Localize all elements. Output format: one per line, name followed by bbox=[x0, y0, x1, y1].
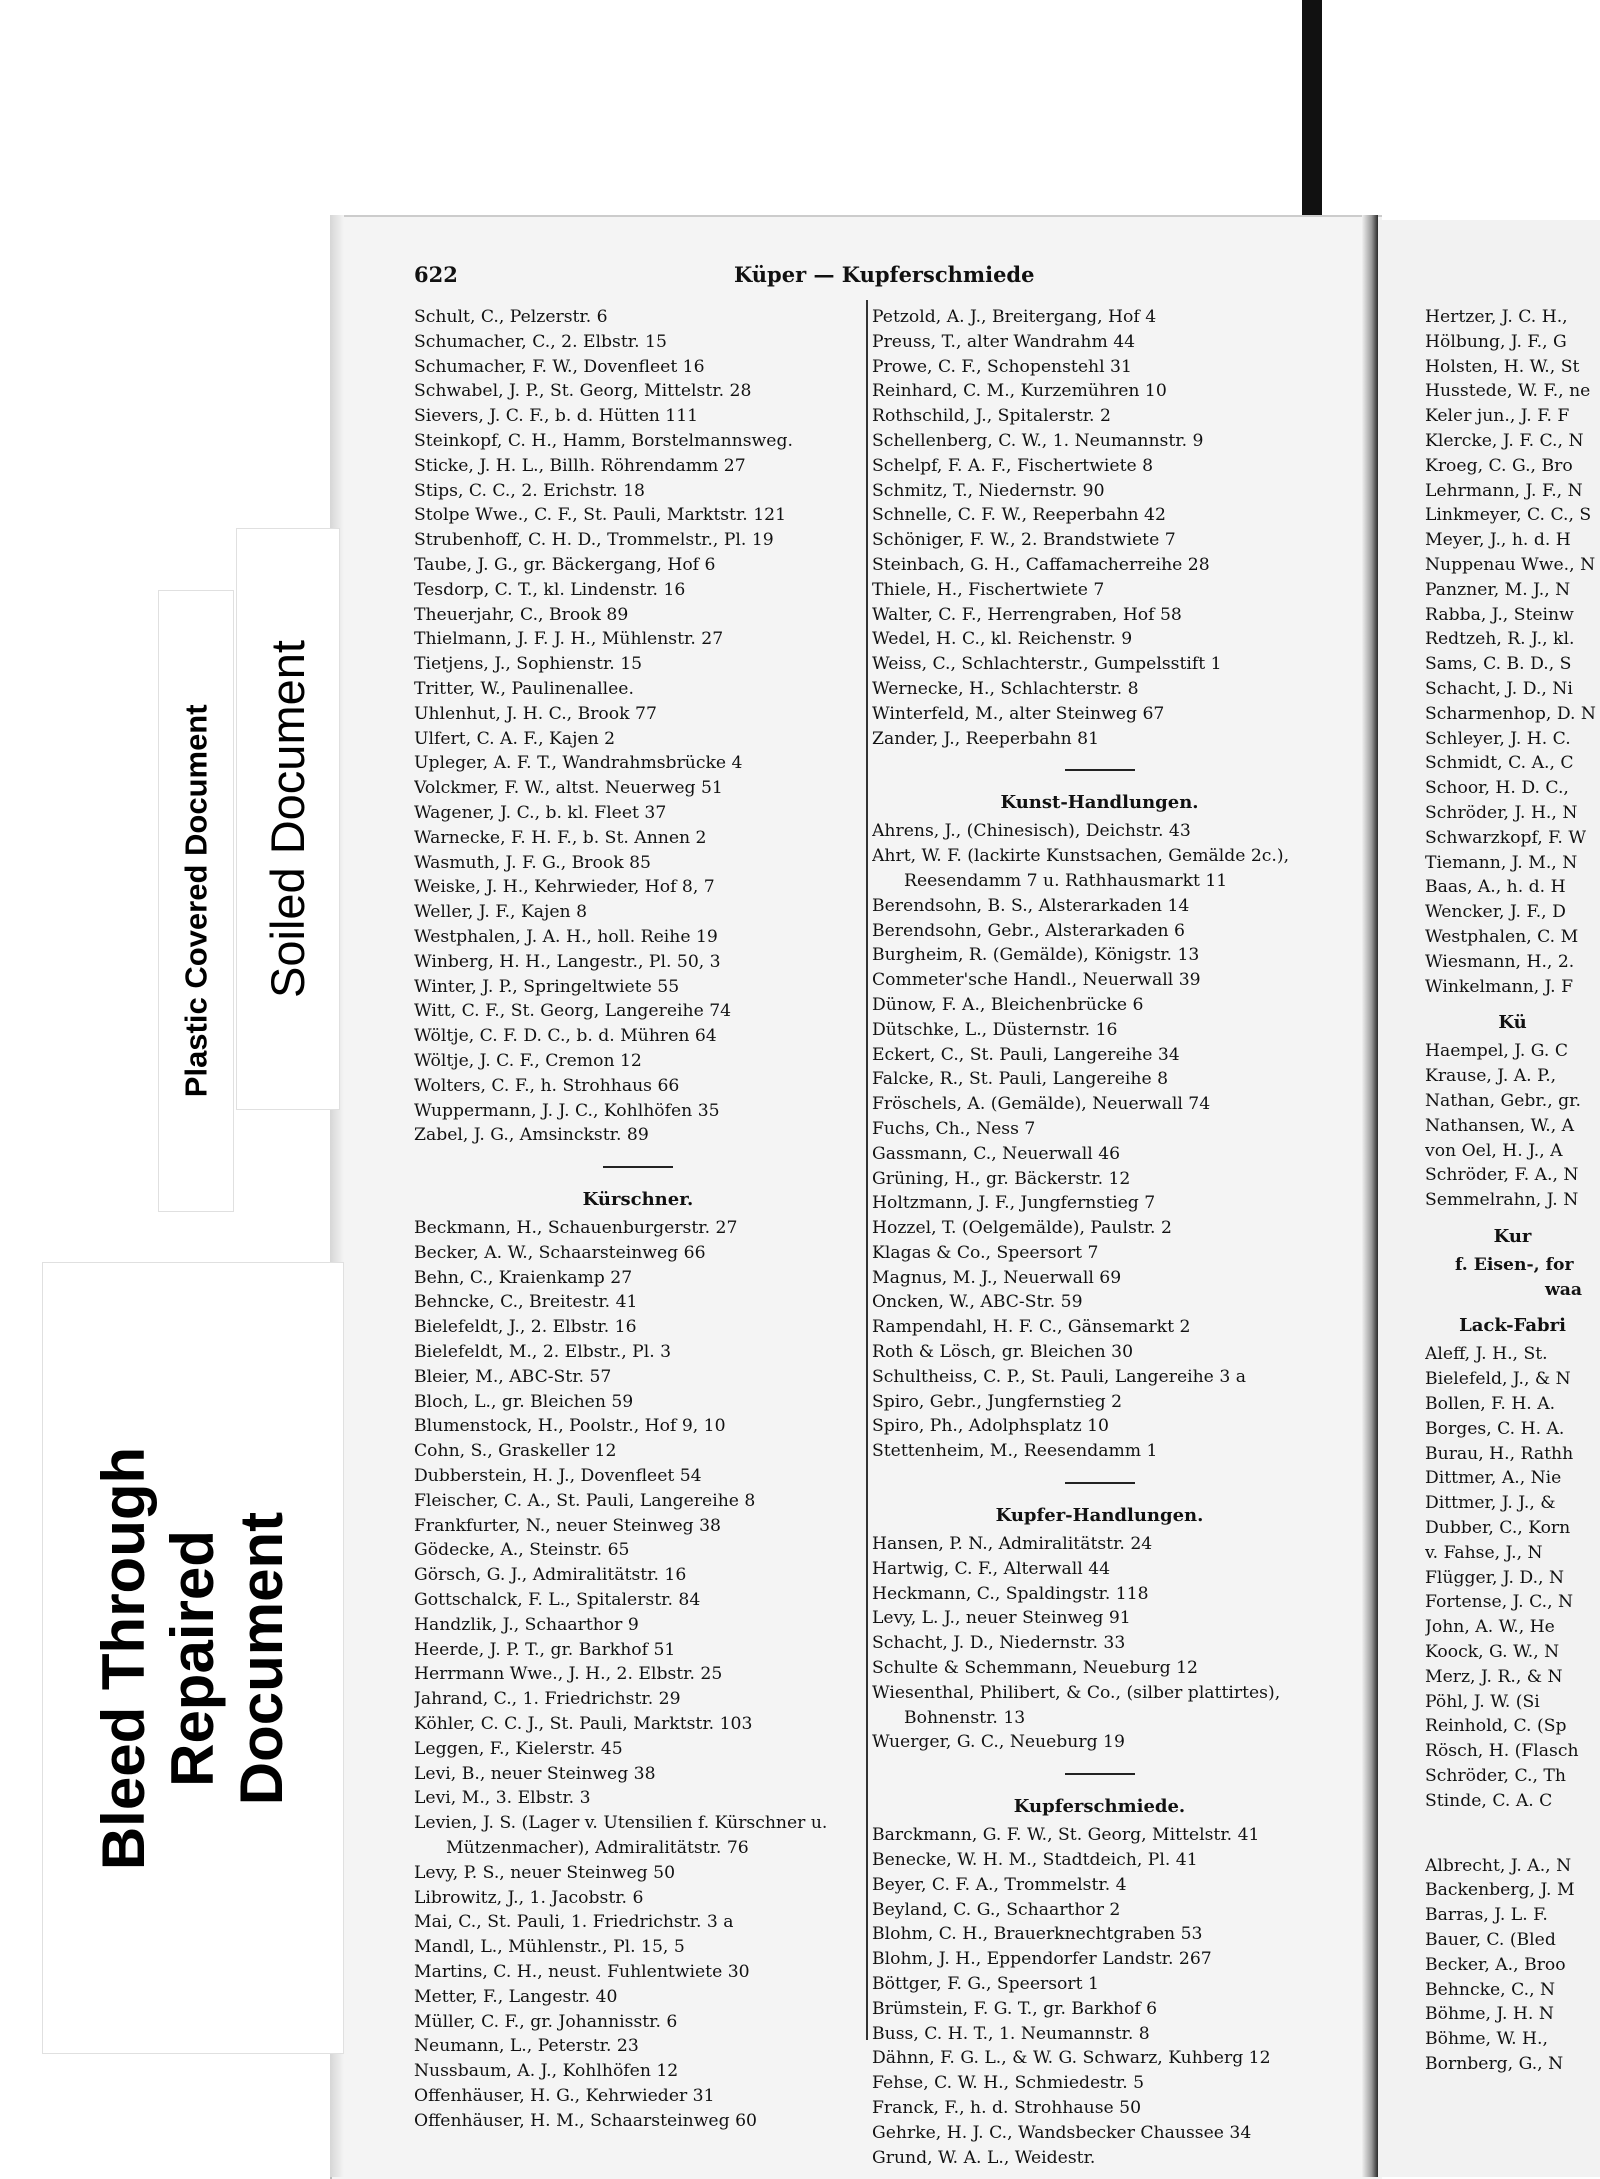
label-bleed-through-repaired bbox=[42, 1262, 344, 2054]
directory-entry: Dähnn, F. G. L., & W. G. Schwarz, Kuhberg 12 bbox=[872, 2048, 1271, 2069]
facing-entry: Dubber, C., Korn bbox=[1425, 1518, 1571, 1539]
directory-entry: Dubberstein, H. J., Dovenfleet 54 bbox=[414, 1466, 702, 1487]
right-column bbox=[872, 305, 1327, 2170]
label-bleed-text bbox=[90, 1446, 297, 1869]
facing-entry: Reinhold, C. (Sp bbox=[1425, 1716, 1567, 1737]
facing-entry-list-1 bbox=[1425, 305, 1600, 999]
facing-entry: Bauer, C. (Bled bbox=[1425, 1930, 1556, 1951]
directory-entry: Martins, C. H., neust. Fuhlentwiete 30 bbox=[414, 1962, 750, 1982]
entry-list-b bbox=[414, 1216, 862, 1836]
directory-entry: Schacht, J. D., Niedernstr. 33 bbox=[872, 1633, 1126, 1654]
facing-entry: Stinde, C. A. C bbox=[1425, 1790, 1553, 1811]
directory-entry: Grüning, H., gr. Bäckerstr. 12 bbox=[872, 1168, 1131, 1189]
page-number: 622 bbox=[414, 262, 458, 287]
facing-entry: Krause, J. A. P., bbox=[1425, 1066, 1557, 1087]
directory-entry: Schumacher, F. W., Dovenfleet 16 bbox=[414, 356, 705, 377]
directory-entry: Franck, F., h. d. Strohhause 50 bbox=[872, 2098, 1142, 2118]
entry-continuation: Reesendamm 7 u. Rathhausmarkt 11 bbox=[904, 870, 1228, 891]
directory-entry: Wolters, C. F., h. Strohhaus 66 bbox=[414, 1075, 680, 1096]
directory-entry: Westphalen, J. A. H., holl. Reihe 19 bbox=[414, 926, 718, 947]
section-heading-kuerschner: Kürschner. bbox=[582, 1189, 694, 1211]
column-divider bbox=[866, 300, 868, 2040]
facing-entry: Kroeg, C. G., Bro bbox=[1425, 455, 1573, 476]
facing-entry: Wiesmann, H., 2. bbox=[1425, 951, 1575, 972]
directory-entry: Wasmuth, J. F. G., Brook 85 bbox=[414, 852, 651, 873]
directory-entry: Schultheiss, C. P., St. Pauli, Langereihe 3 a bbox=[872, 1366, 1246, 1387]
directory-entry: Zabel, J. G., Amsinckstr. 89 bbox=[414, 1125, 649, 1146]
directory-entry: Rothschild, J., Spitalerstr. 2 bbox=[872, 406, 1111, 427]
facing-entry: Semmelrahn, J. N bbox=[1425, 1190, 1579, 1211]
directory-entry: Petzold, A. J., Breitergang, Hof 4 bbox=[872, 307, 1157, 327]
directory-entry: Schnelle, C. F. W., Reeperbahn 42 bbox=[872, 505, 1166, 526]
directory-entry: Gassmann, C., Neuerwall 46 bbox=[872, 1143, 1121, 1164]
directory-entry: Oncken, W., ABC-Str. 59 bbox=[872, 1292, 1083, 1313]
page-header bbox=[414, 262, 1314, 294]
directory-entry: Beyland, C. G., Schaarthor 2 bbox=[872, 1899, 1121, 1920]
directory-entry: Böttger, F. G., Speersort 1 bbox=[872, 1974, 1099, 1995]
facing-entry: Schröder, C., Th bbox=[1425, 1766, 1566, 1787]
directory-entry: Ahrt, W. F. (lackirte Kunstsachen, Gemälde 2c.), bbox=[872, 846, 1290, 867]
directory-entry: Theuerjahr, C., Brook 89 bbox=[414, 604, 629, 625]
directory-entry: Schult, C., Pelzerstr. 6 bbox=[414, 307, 608, 327]
directory-entry: Weiss, C., Schlachterstr., Gumpelsstift 1 bbox=[872, 654, 1222, 675]
facing-entry: Behncke, C., N bbox=[1425, 1979, 1556, 2000]
directory-entry: Heerde, J. P. T., gr. Barkhof 51 bbox=[414, 1639, 676, 1660]
directory-entry: Metter, F., Langestr. 40 bbox=[414, 1986, 618, 2007]
directory-entry: Schelpf, F. A. F., Fischertwiete 8 bbox=[872, 455, 1154, 476]
facing-entry: Meyer, J., h. d. H bbox=[1425, 530, 1571, 551]
directory-entry: Neumann, L., Peterstr. 23 bbox=[414, 2036, 639, 2057]
facing-entry: Dittmer, J. J., & bbox=[1425, 1493, 1556, 1514]
directory-entry: Zander, J., Reeperbahn 81 bbox=[872, 728, 1100, 749]
facing-entry: Borges, C. H. A. bbox=[1425, 1418, 1565, 1439]
facing-entry: v. Fahse, J., N bbox=[1425, 1542, 1543, 1563]
directory-entry: Dütschke, L., Düsternstr. 16 bbox=[872, 1019, 1118, 1040]
facing-entry: von Oel, H. J., A bbox=[1425, 1140, 1563, 1161]
directory-entry: Eckert, C., St. Pauli, Langereihe 34 bbox=[872, 1044, 1180, 1065]
directory-entry: Fuchs, Ch., Ness 7 bbox=[872, 1118, 1036, 1139]
directory-entry: Blohm, J. H., Eppendorfer Landstr. 267 bbox=[872, 1949, 1212, 1970]
section-rule bbox=[1065, 769, 1135, 771]
directory-entry: Mandl, L., Mühlenstr., Pl. 15, 5 bbox=[414, 1937, 685, 1958]
directory-entry: Tritter, W., Paulinenallee. bbox=[414, 678, 634, 699]
directory-entry: Buss, C. H. T., 1. Neumannstr. 8 bbox=[872, 2023, 1150, 2044]
section-heading-kupfer: Kupfer-Handlungen. bbox=[995, 1505, 1204, 1527]
directory-entry: Ahrens, J., (Chinesisch), Deichstr. 43 bbox=[872, 821, 1191, 842]
directory-entry: Hartwig, C. F., Alterwall 44 bbox=[872, 1558, 1111, 1579]
directory-entry: Offenhäuser, H. G., Kehrwieder 31 bbox=[414, 2085, 715, 2106]
label-bleed-line-1: Bleed Through bbox=[90, 1446, 158, 1870]
directory-entry: Köhler, C. C. J., St. Pauli, Marktstr. 103 bbox=[414, 1714, 753, 1735]
directory-entry: Barckmann, G. F. W., St. Georg, Mittelstr. 41 bbox=[872, 1825, 1260, 1846]
facing-entry: Schröder, F. A., N bbox=[1425, 1165, 1579, 1186]
label-plastic-text: Plastic Covered Document bbox=[178, 704, 214, 1098]
facing-entry-list-4 bbox=[1425, 1854, 1600, 2077]
facing-entry: Nathan, Gebr., gr. bbox=[1425, 1090, 1581, 1111]
section-heading-kupferschmiede: Kupferschmiede. bbox=[1013, 1796, 1186, 1818]
directory-entry: Witt, C. F., St. Georg, Langereihe 74 bbox=[414, 1001, 732, 1022]
directory-entry: Gehrke, H. J. C., Wandsbecker Chaussee 34 bbox=[872, 2122, 1252, 2143]
directory-entry: Steinkopf, C. H., Hamm, Borstelmannsweg. bbox=[414, 430, 793, 451]
directory-entry: Sievers, J. C. F., b. d. Hütten 111 bbox=[414, 406, 699, 427]
directory-entry: Behncke, C., Breitestr. 41 bbox=[414, 1292, 638, 1313]
directory-entry: Stips, C. C., 2. Erichstr. 18 bbox=[414, 480, 645, 501]
directory-entry: Roth & Lösch, gr. Bleichen 30 bbox=[872, 1342, 1134, 1363]
directory-entry: Schmitz, T., Niedernstr. 90 bbox=[872, 480, 1105, 501]
directory-entry: Becker, A. W., Schaarsteinweg 66 bbox=[414, 1242, 706, 1263]
directory-entry: Berendsohn, B. S., Alsterarkaden 14 bbox=[872, 895, 1190, 916]
facing-entry: Flügger, J. D., N bbox=[1425, 1567, 1564, 1588]
entry-list-e bbox=[872, 1730, 1327, 1755]
facing-entry: Tiemann, J. M., N bbox=[1425, 852, 1578, 873]
directory-entry: Gödecke, A., Steinstr. 65 bbox=[414, 1540, 630, 1561]
directory-entry: Klagas & Co., Speersort 7 bbox=[872, 1242, 1099, 1263]
facing-entry: Merz, J. R., & N bbox=[1425, 1666, 1563, 1687]
facing-entry: Redtzeh, R. J., kl. bbox=[1425, 629, 1575, 650]
directory-entry: Wuerger, G. C., Neueburg 19 bbox=[872, 1732, 1125, 1753]
directory-entry: Steinbach, G. H., Caffamacherreihe 28 bbox=[872, 554, 1210, 575]
directory-entry: Preuss, T., alter Wandrahm 44 bbox=[872, 331, 1136, 352]
facing-entry: Schröder, J. H., N bbox=[1425, 802, 1578, 823]
facing-entry: Aleff, J. H., St. bbox=[1425, 1344, 1548, 1365]
entry-list-d bbox=[872, 1532, 1327, 1706]
directory-entry: Wöltje, J. C. F., Cremon 12 bbox=[414, 1050, 642, 1071]
facing-entry-list-3 bbox=[1425, 1342, 1600, 1813]
directory-entry: Schulte & Schemmann, Neueburg 12 bbox=[872, 1658, 1198, 1679]
directory-entry: Cohn, S., Graskeller 12 bbox=[414, 1441, 617, 1462]
facing-entry: John, A. W., He bbox=[1425, 1617, 1555, 1638]
facing-gap bbox=[1425, 1814, 1600, 1854]
facing-entry: Bollen, F. H. A. bbox=[1425, 1394, 1556, 1415]
facing-entry: Bielefeld, J., & N bbox=[1425, 1369, 1571, 1390]
directory-entry: Gottschalck, F. L., Spitalerstr. 84 bbox=[414, 1590, 701, 1611]
facing-entry: Barras, J. L. F. bbox=[1425, 1905, 1548, 1926]
directory-entry: Spiro, Ph., Adolphsplatz 10 bbox=[872, 1416, 1109, 1437]
left-column bbox=[414, 305, 862, 2134]
directory-entry: Behn, C., Kraienkamp 27 bbox=[414, 1267, 633, 1288]
facing-entry: Holsten, H. W., St bbox=[1425, 356, 1580, 377]
facing-entry: Haempel, J. G. C bbox=[1425, 1041, 1568, 1062]
facing-entry: Schacht, J. D., Ni bbox=[1425, 678, 1573, 699]
directory-entry: Schöniger, F. W., 2. Brandstwiete 7 bbox=[872, 530, 1176, 551]
label-bleed-line-3: Document bbox=[228, 1511, 296, 1805]
facing-entry: Linkmeyer, C. C., S bbox=[1425, 505, 1592, 526]
facing-entry: Panzner, M. J., N bbox=[1425, 579, 1571, 600]
directory-entry: Winterfeld, M., alter Steinweg 67 bbox=[872, 703, 1165, 724]
directory-entry: Walter, C. F., Herrengraben, Hof 58 bbox=[872, 604, 1182, 625]
directory-entry: Blohm, C. H., Brauerknechtgraben 53 bbox=[872, 1924, 1203, 1945]
section-rule bbox=[1065, 1773, 1135, 1775]
directory-entry: Levi, M., 3. Elbstr. 3 bbox=[414, 1788, 591, 1809]
directory-entry: Wöltje, C. F. D. C., b. d. Mühren 64 bbox=[414, 1026, 717, 1047]
label-plastic-covered bbox=[158, 590, 234, 1212]
directory-entry: Fleischer, C. A., St. Pauli, Langereihe 8 bbox=[414, 1490, 756, 1511]
directory-entry: Fehse, C. W. H., Schmiedestr. 5 bbox=[872, 2073, 1145, 2094]
facing-entry: Husstede, W. F., ne bbox=[1425, 381, 1591, 402]
directory-entry: Blumenstock, H., Poolstr., Hof 9, 10 bbox=[414, 1416, 726, 1437]
directory-entry: Jahrand, C., 1. Friedrichstr. 29 bbox=[414, 1689, 681, 1710]
running-title: Küper — Kupferschmiede bbox=[734, 262, 1035, 287]
directory-entry: Stolpe Wwe., C. F., St. Pauli, Marktstr. 121 bbox=[414, 505, 787, 526]
entry-list-c bbox=[872, 894, 1327, 1464]
directory-entry: Levy, P. S., neuer Steinweg 50 bbox=[414, 1862, 676, 1883]
directory-entry: Librowitz, J., 1. Jacobstr. 6 bbox=[414, 1887, 644, 1908]
entry-list-f bbox=[872, 1823, 1327, 2170]
facing-entry: Schwarzkopf, F. W bbox=[1425, 827, 1586, 848]
facing-entry: Rabba, J., Steinw bbox=[1425, 604, 1574, 625]
entry-continuation: Mützenmacher), Admiralitätstr. 76 bbox=[446, 1838, 749, 1859]
facing-entry: Böhme, J. H. N bbox=[1425, 2004, 1554, 2025]
facing-entry-list-2 bbox=[1425, 1039, 1600, 1213]
directory-entry: Spiro, Gebr., Jungfernstieg 2 bbox=[872, 1391, 1123, 1412]
directory-entry: Falcke, R., St. Pauli, Langereihe 8 bbox=[872, 1069, 1169, 1090]
directory-entry: Mai, C., St. Pauli, 1. Friedrichstr. 3 a bbox=[414, 1912, 734, 1933]
directory-entry: Ulfert, C. A. F., Kajen 2 bbox=[414, 728, 616, 749]
directory-entry: Strubenhoff, C. H. D., Trommelstr., Pl. 19 bbox=[414, 530, 774, 551]
directory-entry: Schumacher, C., 2. Elbstr. 15 bbox=[414, 331, 667, 352]
directory-entry: Wagener, J. C., b. kl. Fleet 37 bbox=[414, 802, 667, 823]
facing-entry: Dittmer, A., Nie bbox=[1425, 1468, 1562, 1489]
directory-entry: Wuppermann, J. J. C., Kohlhöfen 35 bbox=[414, 1100, 720, 1121]
entry-list-c bbox=[414, 1861, 862, 2134]
directory-entry: Reinhard, C. M., Kurzemühren 10 bbox=[872, 381, 1167, 402]
directory-entry: Burgheim, R. (Gemälde), Königstr. 13 bbox=[872, 945, 1200, 966]
directory-entry: Fröschels, A. (Gemälde), Neuerwall 74 bbox=[872, 1094, 1211, 1115]
directory-entry: Beckmann, H., Schauenburgerstr. 27 bbox=[414, 1218, 738, 1239]
section-rule bbox=[603, 1166, 673, 1168]
label-bleed-line-2: Repaired bbox=[159, 1529, 227, 1787]
directory-entry: Thiele, H., Fischertwiete 7 bbox=[872, 579, 1105, 600]
facing-entry: Sams, C. B. D., S bbox=[1425, 654, 1572, 675]
directory-entry: Uhlenhut, J. H. C., Brook 77 bbox=[414, 703, 657, 724]
facing-heading-1: Kü bbox=[1498, 1012, 1527, 1034]
facing-subheading: waa bbox=[1545, 1279, 1583, 1300]
entry-list-b bbox=[872, 819, 1327, 869]
facing-entry: Scharmenhop, D. N bbox=[1425, 703, 1596, 724]
directory-entry: Berendsohn, Gebr., Alsterarkaden 6 bbox=[872, 920, 1185, 941]
facing-subheading: f. Eisen-, for bbox=[1455, 1254, 1574, 1275]
directory-entry: Hansen, P. N., Admiralitätstr. 24 bbox=[872, 1534, 1153, 1555]
directory-entry: Weller, J. F., Kajen 8 bbox=[414, 902, 588, 923]
facing-entry: Nathansen, W., A bbox=[1425, 1115, 1575, 1136]
directory-entry: Nussbaum, A. J., Kohlhöfen 12 bbox=[414, 2061, 679, 2082]
directory-entry: Wiesenthal, Philibert, & Co., (silber plattirtes), bbox=[872, 1682, 1281, 1703]
facing-entry: Klercke, J. F. C., N bbox=[1425, 430, 1584, 451]
directory-entry: Schwabel, J. P., St. Georg, Mittelstr. 28 bbox=[414, 381, 752, 402]
directory-entry: Heckmann, C., Spaldingstr. 118 bbox=[872, 1583, 1149, 1604]
directory-entry: Beyer, C. F. A., Trommelstr. 4 bbox=[872, 1874, 1127, 1895]
facing-heading-2: Kur bbox=[1493, 1225, 1532, 1247]
directory-entry: Sticke, J. H. L., Billh. Röhrendamm 27 bbox=[414, 455, 746, 476]
facing-entry: Keler jun., J. F. F bbox=[1425, 406, 1570, 427]
directory-entry: Winberg, H. H., Langestr., Pl. 50, 3 bbox=[414, 951, 721, 972]
section-heading-kunst: Kunst-Handlungen. bbox=[1000, 792, 1199, 814]
directory-entry: Dünow, F. A., Bleichenbrücke 6 bbox=[872, 994, 1144, 1015]
directory-entry: Leggen, F., Kielerstr. 45 bbox=[414, 1738, 623, 1759]
directory-entry: Herrmann Wwe., J. H., 2. Elbstr. 25 bbox=[414, 1664, 723, 1685]
facing-entry: Winkelmann, J. F bbox=[1425, 976, 1574, 997]
directory-entry: Levi, B., neuer Steinweg 38 bbox=[414, 1763, 656, 1784]
facing-entry: Burau, H., Rathh bbox=[1425, 1443, 1574, 1464]
directory-entry: Prowe, C. F., Schopenstehl 31 bbox=[872, 356, 1132, 377]
entry-continuation: Bohnenstr. 13 bbox=[904, 1707, 1026, 1728]
section-rule bbox=[1065, 1482, 1135, 1484]
book-gutter bbox=[1362, 215, 1378, 2177]
directory-entry: Benecke, W. H. M., Stadtdeich, Pl. 41 bbox=[872, 1850, 1198, 1871]
facing-entry: Hölbung, J. F., G bbox=[1425, 331, 1567, 352]
facing-page-column bbox=[1425, 305, 1600, 2077]
facing-entry: Nuppenau Wwe., N bbox=[1425, 554, 1596, 575]
facing-entry: Albrecht, J. A., N bbox=[1425, 1855, 1572, 1876]
entry-list-a bbox=[872, 305, 1327, 751]
directory-entry: Frankfurter, N., neuer Steinweg 38 bbox=[414, 1515, 721, 1536]
directory-entry: Upleger, A. F. T., Wandrahmsbrücke 4 bbox=[414, 753, 743, 774]
directory-entry: Weiske, J. H., Kehrwieder, Hof 8, 7 bbox=[414, 877, 715, 898]
directory-entry: Winter, J. P., Springeltwiete 55 bbox=[414, 976, 680, 997]
directory-entry: Tietjens, J., Sophienstr. 15 bbox=[414, 654, 643, 675]
directory-entry: Müller, C. F., gr. Johannisstr. 6 bbox=[414, 2011, 678, 2032]
facing-entry: Fortense, J. C., N bbox=[1425, 1592, 1574, 1613]
facing-entry: Böhme, W. H., bbox=[1425, 2029, 1548, 2050]
facing-entry: Bornberg, G., N bbox=[1425, 2054, 1564, 2074]
label-soiled-text: Soiled Document bbox=[260, 640, 314, 998]
directory-entry: Holtzmann, J. F., Jungfernstieg 7 bbox=[872, 1193, 1156, 1214]
directory-entry: Bielefeldt, M., 2. Elbstr., Pl. 3 bbox=[414, 1342, 672, 1363]
directory-entry: Magnus, M. J., Neuerwall 69 bbox=[872, 1267, 1122, 1288]
directory-entry: Thielmann, J. F. J. H., Mühlenstr. 27 bbox=[414, 629, 724, 650]
directory-entry: Offenhäuser, H. M., Schaarsteinweg 60 bbox=[414, 2110, 757, 2131]
facing-heading-3: Lack-Fabri bbox=[1459, 1315, 1566, 1337]
facing-entry: Backenberg, J. M bbox=[1425, 1880, 1575, 1901]
directory-entry: Commeter'sche Handl., Neuerwall 39 bbox=[872, 970, 1201, 991]
directory-entry: Hozzel, T. (Oelgemälde), Paulstr. 2 bbox=[872, 1218, 1172, 1239]
directory-entry: Rampendahl, H. F. C., Gänsemarkt 2 bbox=[872, 1317, 1191, 1338]
label-soiled bbox=[236, 528, 340, 1110]
directory-entry: Wernecke, H., Schlachterstr. 8 bbox=[872, 678, 1139, 699]
facing-entry: Westphalen, C. M bbox=[1425, 926, 1579, 947]
directory-entry: Schellenberg, C. W., 1. Neumannstr. 9 bbox=[872, 430, 1204, 451]
directory-entry: Stettenheim, M., Reesendamm 1 bbox=[872, 1441, 1158, 1462]
directory-entry: Volckmer, F. W., altst. Neuerweg 51 bbox=[414, 778, 723, 799]
facing-entry: Rösch, H. (Flasch bbox=[1425, 1741, 1579, 1762]
directory-entry: Grund, W. A. L., Weidestr. bbox=[872, 2147, 1096, 2168]
directory-entry: Levien, J. S. (Lager v. Utensilien f. Kürschner u. bbox=[414, 1813, 828, 1834]
directory-entry: Warnecke, F. H. F., b. St. Annen 2 bbox=[414, 827, 707, 848]
facing-entry: Pöhl, J. W. (Si bbox=[1425, 1691, 1540, 1712]
directory-entry: Bleier, M., ABC-Str. 57 bbox=[414, 1366, 612, 1387]
facing-entry: Lehrmann, J. F., N bbox=[1425, 480, 1583, 501]
facing-entry: Schmidt, C. A., C bbox=[1425, 753, 1574, 774]
facing-entry: Baas, A., h. d. H bbox=[1425, 877, 1566, 898]
directory-entry: Brümstein, F. G. T., gr. Barkhof 6 bbox=[872, 1998, 1158, 2019]
facing-entry: Hertzer, J. C. H., bbox=[1425, 307, 1568, 327]
directory-entry: Handzlik, J., Schaarthor 9 bbox=[414, 1614, 639, 1635]
directory-entry: Bloch, L., gr. Bleichen 59 bbox=[414, 1391, 634, 1412]
facing-entry: Wencker, J. F., D bbox=[1425, 902, 1566, 923]
facing-entry: Schleyer, J. H. C. bbox=[1425, 728, 1571, 749]
directory-entry: Görsch, G. J., Admiralitätstr. 16 bbox=[414, 1565, 687, 1586]
entry-list-a bbox=[414, 305, 862, 1148]
directory-entry: Tesdorp, C. T., kl. Lindenstr. 16 bbox=[414, 579, 686, 600]
facing-entry: Becker, A., Broo bbox=[1425, 1954, 1566, 1975]
facing-entry: Koock, G. W., N bbox=[1425, 1642, 1560, 1663]
directory-entry: Wedel, H. C., kl. Reichenstr. 9 bbox=[872, 629, 1133, 650]
directory-entry: Bielefeldt, J., 2. Elbstr. 16 bbox=[414, 1317, 637, 1338]
directory-entry: Levy, L. J., neuer Steinweg 91 bbox=[872, 1608, 1131, 1629]
directory-entry: Taube, J. G., gr. Bäckergang, Hof 6 bbox=[414, 554, 716, 575]
facing-entry: Schoor, H. D. C., bbox=[1425, 778, 1569, 799]
